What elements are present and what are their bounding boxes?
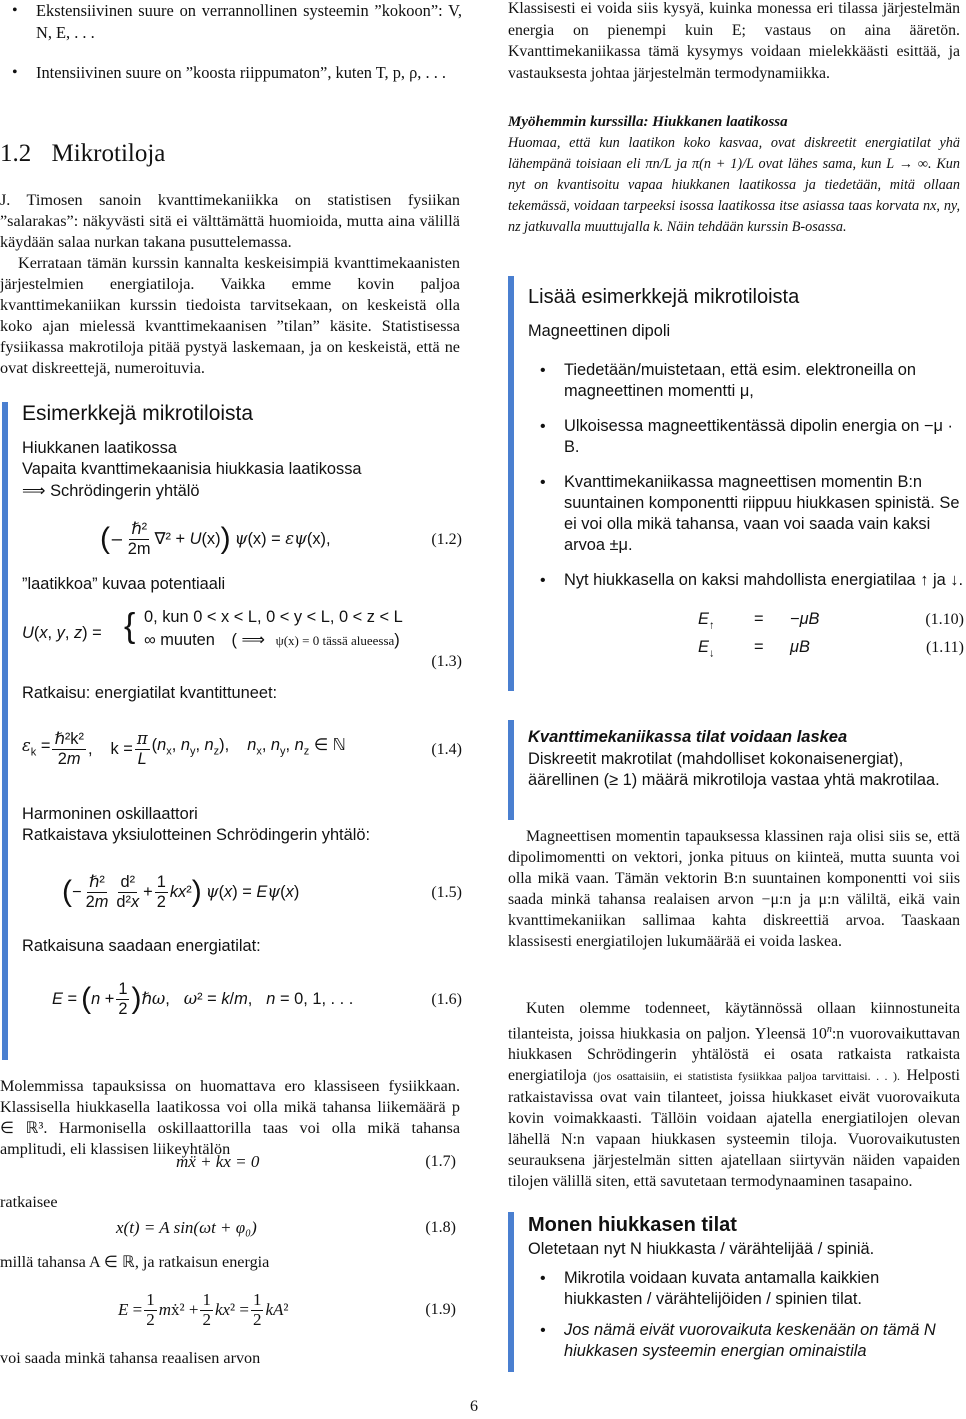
eq-number-1-7: (1.7) — [425, 1153, 456, 1170]
more-examples-title: Lisää esimerkkejä mikrotiloista — [528, 286, 800, 308]
section-heading — [0, 140, 165, 168]
potential-line: ”laatikkoa” kuvaa potentiaali — [22, 575, 226, 593]
page-number: 6 — [470, 1398, 478, 1415]
subheading-particle-in-box: Hiukkanen laatikossa — [22, 439, 177, 457]
bullet-extensive: • Ekstensiivinen suure on verrannollinen systeemin ”kokoon”: V, N, E, . . . — [0, 0, 462, 44]
subheading-harmonic-oscillator: Harmoninen oskillaattori — [22, 805, 198, 823]
bullet-spin-component: • Kvanttimekaniikassa magneettisen momentin B:n suuntainen komponentti riippuu hiukkasen spinistä. Se ei voi olla mikä tahansa, vaan voi saada vain kaksi arvoa ±μ. — [528, 472, 964, 556]
eq-number-1-8: (1.8) — [425, 1219, 456, 1236]
potential-case-outside: ∞ muuten ( ⟹ ψ(x) = 0 tässä alueessa) — [144, 630, 400, 649]
real-value-line: voi saada minkä tahansa reaalisen arvon — [0, 1349, 261, 1367]
implies-arrow: ⟹ — [22, 481, 46, 500]
many-particle-bullets — [528, 1268, 958, 1362]
paragraph-interacting-particles: Kuten olemme todenneet, käytännössä ollaan kiinnostuneita tilanteista, joissa hiukkasia on paljon. Yleensä 10$^n$:n vuorovaikuttavan hiukkasen Schrödingerin yhtälöstä ei osata ratkaista ratkaista energiatiloja (jos osattaisiin, ei statistista fysiikkaa paljoa tarvittaisi. . . ). Helposti ratkaistavissa ovat vain tilanteet, joissa hiukkaset eivät vuorovaikuta kovin voimakkaasti. Tällöin voidaan ajatella energiatilojen olevan lähellä N:n vapaan hiukkasen systeemin tiloja. Vuorovaikutusten seurauksena järjestelmän sitten ajatellaan siirtyvän näiden vapaiden tilojen välillä siten, että savutetaan termodynaaminen tasapaino. — [508, 1000, 960, 1191]
schrodinger-line: ⟹ Schrödingerin yhtälö — [22, 481, 200, 500]
potential-case-inside: 0, kun 0 < x < L, 0 < y < L, 0 < z < L — [144, 608, 403, 626]
bullet-magnetic-moment: • Tiedetään/muistetaan, että esim. elektroneilla on magneettinen momentti μ, — [528, 360, 964, 402]
equation-1-11: $E_↓$ = μB (1.11) — [698, 638, 964, 660]
qm-states-title: Kvanttimekaniikassa tilat voidaan laskea — [528, 728, 848, 746]
equation-1-3: U(x, y, z) = { 0, kun 0 < x < L, 0 < y < L, 0 < z < L ∞ muuten ( ⟹ ψ(x) = 0 tässä alueessa) (1.3) — [22, 607, 462, 670]
free-particles-line: Vapaita kvanttimekaanisia hiukkasia laatikossa — [22, 460, 362, 478]
energy-levels-line: Ratkaisuna saadaan energiatilat: — [22, 937, 261, 955]
oscillator-equation-line: Ratkaistava yksiulotteinen Schrödingerin yhtälö: — [22, 826, 371, 844]
paragraph-magnetic-classical-limit: Magneettisen momentin tapauksessa klassinen raja olisi siis se, että dipolimomentti on vektori, jonka pituus on kiinteä, mutta suunta voi olla mikä vaan. Tämän vektorin B:n suuntainen komponentti voi siis saada minkä tahansa realaisen arvon −μ:n ja μ:n väliltä, eikä vain kvanttimekaniikan sallimaa kahta diskreettiä arvoa. Taaskaan klassisesti energiatilojen lukumäärää ei voida laskea. — [508, 828, 960, 950]
eq-number-1-3: (1.3) — [431, 653, 462, 670]
equation-1-4: $\varepsilon_k$ = $\frac{\text{ℏ²k²}}{2m}$ , k = $\frac{\pi}{L}$ ($n_x$, $n_y$, $n_z$), $n_x$, $n_y$, $n_z$ ∈ ℕ (1.4) — [22, 729, 462, 768]
paragraph-classical-infinite: Klassisesti ei voida siis kysyä, kuinka monessa eri tilassa järjestelmän energia on pienempi kuin E; vastaus on aina ääretön. Kvanttimekaniikassa tämä kysymys voidaan mielekkäästi esittää, ja vastauksesta johtaa järjestelmän termodynamiikka. — [508, 0, 960, 82]
equation-1-6: E = ( n + $\frac{1}{2}$ ) ℏω, ω² = k/m, n = 0, 1, . . . (1.6) — [52, 980, 462, 1018]
paragraph-classical-difference: Molemmissa tapauksissa on huomattava ero klassiseen fysiikkaan. Klassisella hiukkasella laatikossa voi olla mikä tahansa liikemäärä p ∈ ℝ³. Harmonisella oskillaattorilla taas voi olla mikä tahansa amplitudi, eli klassisen liikeyhtälön — [0, 1077, 460, 1158]
many-particle-box — [508, 1212, 966, 1372]
intro-paragraphs — [0, 190, 460, 379]
quantity-bullets — [0, 0, 462, 84]
many-particle-title: Monen hiukkasen tilat — [528, 1214, 737, 1236]
subheading-magnetic-dipole: Magneettinen dipoli — [528, 322, 671, 340]
equation-1-5: ( − $\frac{\text{ℏ²}}{2m}$ $\frac{\text{d²}}{\text{d²x}}$ + $\frac{1}{2}$ kx² ) ψ(x) = Eψ(x) (1.5) — [62, 873, 462, 911]
equation-1-10: $E_↑$ = −μB (1.10) — [698, 610, 964, 632]
amplitude-line: millä tahansa A ∈ ℝ, ja ratkaisun energia — [0, 1253, 270, 1271]
later-note — [508, 114, 960, 238]
bullet-eigenstate: • Jos nämä eivät vuorovaikuta keskenään on tämä N hiukkasen systeemin energian ominaistila — [528, 1320, 958, 1362]
equation-1-9: E = $\frac{1}{2}$ mẋ² + $\frac{1}{2}$ kx² = $\frac{1}{2}$ kA² (1.9) — [118, 1289, 456, 1329]
later-note-body: Huomaa, että kun laatikon koko kasvaa, ovat diskreetit energiatilat yhä lähempänä toisiaan eli πn/L ja π(n + 1)/L ovat lähes sama, kun L → ∞. Kun nyt on kvantisoitu vapaa hiukkanen laatikossa ja tiedetään, mitä ollaan tekemässä, voidaan tarpeeksi isossa laatikossa itse asiassa taas korvata nx, ny, nz jatkuvalla muuttujalla k. Näin tehdään kurssin B-osassa. — [508, 135, 960, 235]
paragraph-kerrataan: Kerrataan tämän kurssin kannalta keskeisimpiä kvanttimekaanisten järjestelmien energiatiloja. Vaikka emme kovin paljoa kvanttimekaniikan kurssin tiedoista tarvitsekaan, on keskeistä olla koko ajan mielessä kvanttimekaanisen ”tilan” käsite. Statistisessa fysiikassa makrotiloja pitää pystyä laskemaan, ja on keskeistä, että ne ovat diskreettejä, numeroituvia. — [0, 254, 460, 377]
equation-1-2: ( − $\frac{\text{ℏ²}}{2m}$ ∇² + U(x) ) ψ(x) = εψ(x), (1.2) — [100, 520, 462, 558]
bullet-two-states: • Nyt hiukkasella on kaksi mahdollista energiatilaa ↑ ja ↓. — [528, 570, 964, 591]
equation-1-7: mẍ + kx = 0 (1.7) — [176, 1152, 456, 1171]
examples-box-title: Esimerkkejä mikrotiloista — [22, 402, 254, 425]
dipole-bullets — [528, 360, 964, 591]
eq-number-1-11: (1.11) — [925, 639, 964, 656]
bullet-microstate: • Mikrotila voidaan kuvata antamalla kaikkien hiukkasten / värähtelijöiden / spinien tilat. — [528, 1268, 958, 1310]
bullet-intensive: • Intensiivinen suure on ”koosta riippumaton”, kuten T, p, ρ, . . . — [0, 62, 462, 84]
ratkaisee-word: ratkaisee — [0, 1193, 58, 1211]
qm-states-body: Diskreetit makrotilat (mahdolliset kokonaisenergiat), äärellinen (≥ 1) määrä mikrotiloja vastaa yhtä makrotilaa. — [528, 750, 940, 789]
solution-line: Ratkaisu: energiatilat kvantittuneet: — [22, 684, 278, 702]
bullet-dipole-energy: • Ulkoisessa magneettikentässä dipolin energia on −μ · B. — [528, 416, 964, 458]
eq-number-1-10: (1.10) — [925, 611, 964, 628]
equation-1-8: x(t) = A sin(ωt + φ₀) (1.8) — [116, 1218, 456, 1237]
examples-box — [2, 402, 468, 1060]
eq-number-1-2: (1.2) — [431, 530, 462, 548]
eq-number-1-5: (1.5) — [431, 883, 462, 901]
eq-number-1-4: (1.4) — [431, 740, 462, 758]
section-title: Mikrotiloja — [51, 140, 166, 167]
later-note-title: Myöhemmin kurssilla: Hiukkanen laatikossa — [508, 114, 788, 130]
more-examples-box — [508, 276, 966, 691]
section-number: 1.2 — [0, 140, 32, 167]
paragraph-salarakas: J. Timosen sanoin kvanttimekaniikka on statistisen fysiikan ”salarakas”: näkyvästi sitä ei välttämättä huomioida, mutta aina välillä käydään salaa nurkan takana pusuttelemassa. — [0, 191, 460, 251]
eq-number-1-9: (1.9) — [425, 1301, 456, 1318]
many-particle-intro: Oletetaan nyt N hiukkasta / värähtelijää / spiniä. — [528, 1240, 875, 1258]
eq-number-1-6: (1.6) — [431, 990, 462, 1008]
qm-states-box — [508, 720, 966, 820]
